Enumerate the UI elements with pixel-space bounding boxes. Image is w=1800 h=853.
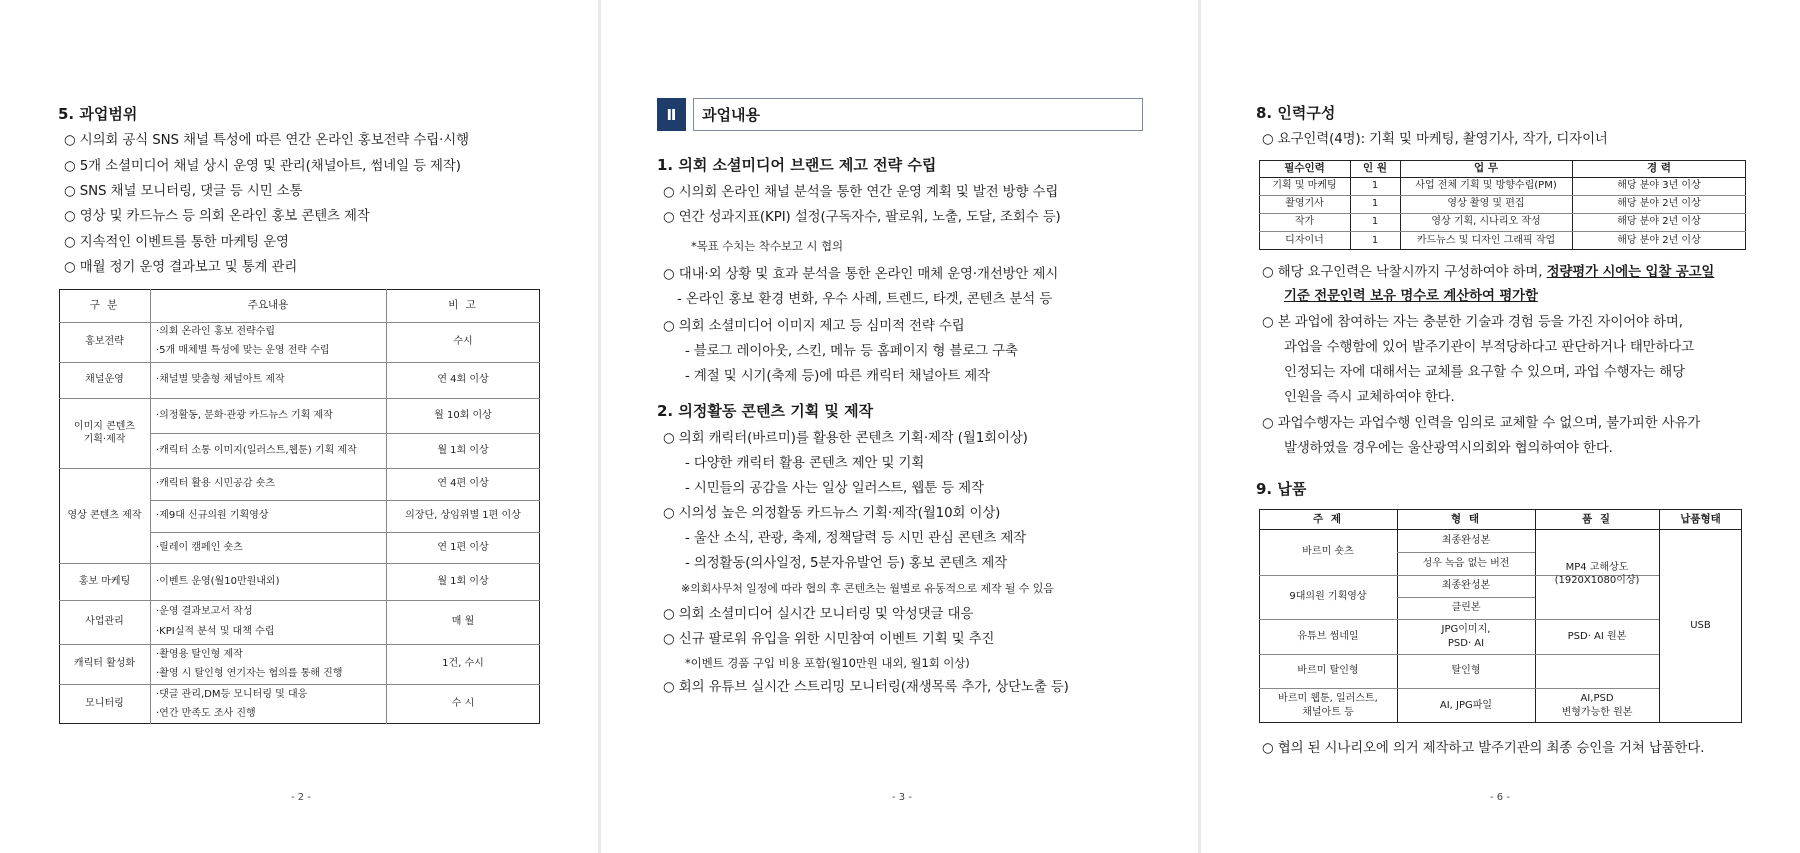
table-header: 납품형태 bbox=[1680, 512, 1721, 525]
table-cell: ·채널별 맞춤형 채널아트 제작 bbox=[156, 374, 285, 386]
page-6 bbox=[1201, 0, 1800, 853]
emphasis-text: 정량평가 시에는 입찰 공고일 bbox=[1546, 265, 1715, 280]
table-cell: 클린본 bbox=[1451, 602, 1481, 614]
table-cell: 바르미 웹툰, 일러스트, 채널아트 등 bbox=[1278, 693, 1378, 718]
content-line: ○ 대내·외 상황 및 효과 분석을 통한 온라인 매체 운영·개선방안 제시 bbox=[663, 267, 1059, 282]
table-header: 경 력 bbox=[1647, 162, 1671, 175]
table-cell: 해당 분야 3년 이상 bbox=[1617, 180, 1701, 192]
section-title-scope: 5. 과업범위 bbox=[58, 105, 138, 123]
table-cell: 모니터링 bbox=[85, 698, 124, 710]
content-line: 인원을 즉시 교체하여야 한다. bbox=[1284, 390, 1455, 405]
table-cell: 해당 분야 2년 이상 bbox=[1617, 216, 1701, 228]
table-cell: ·제9대 신규의원 기획영상 bbox=[156, 510, 269, 522]
table-cell: ·의정활동, 문화·관광 카드뉴스 기획 제작 bbox=[156, 409, 333, 421]
table-header: 업 무 bbox=[1474, 162, 1498, 175]
table-cell: 카드뉴스 및 디자인 그래픽 작업 bbox=[1416, 234, 1556, 246]
table-cell: AI,PSD 변형가능한 원본 bbox=[1561, 693, 1633, 718]
table-cell: 월 1회 이상 bbox=[437, 575, 489, 587]
table-cell: 채널운영 bbox=[85, 374, 124, 386]
content-line: ○ 협의 된 시나리오에 의거 제작하고 발주기관의 최종 승인을 거쳐 납품한다. bbox=[1262, 741, 1705, 756]
table-cell: 바르미 탈인형 bbox=[1297, 665, 1359, 677]
page-3 bbox=[601, 0, 1198, 853]
table-cell: 기획 및 마케팅 bbox=[1272, 180, 1337, 192]
table-cell: 해당 분야 2년 이상 bbox=[1617, 234, 1701, 246]
table-cell: 탈인형 bbox=[1451, 665, 1481, 677]
scope-item: ○ 영상 및 카드뉴스 등 의회 온라인 홍보 콘텐츠 제작 bbox=[64, 209, 370, 224]
requirement-text: ○ 해당 요구인력은 낙찰시까지 구성하여야 하며, bbox=[1262, 265, 1547, 280]
table-header: 주요내용 bbox=[247, 299, 289, 312]
table-cell: 사업관리 bbox=[85, 616, 124, 628]
table-cell: AI, JPG파일 bbox=[1439, 699, 1493, 711]
table-cell: 사업 전체 기획 및 방향수립(PM) bbox=[1415, 180, 1557, 192]
emphasis-text: 기준 전문인력 보유 명수로 계산하여 평가함 bbox=[1284, 289, 1538, 304]
content-line: ○ 신규 팔로워 유입을 위한 시민참여 이벤트 기획 및 추진 bbox=[663, 632, 995, 647]
table-cell: 영상 기획, 시나리오 작성 bbox=[1431, 216, 1541, 228]
content-line: - 시민들의 공감을 사는 일상 일러스트, 웹툰 등 제작 bbox=[685, 481, 984, 496]
table-cell: 9대의원 기획영상 bbox=[1289, 591, 1367, 603]
table-cell: 성우 녹음 없는 버전 bbox=[1422, 557, 1510, 569]
content-line: ○ 시의회 온라인 채널 분석을 통한 연간 운영 계획 및 발전 방향 수립 bbox=[663, 185, 1059, 200]
table-cell: ·댓글 관리,DM등 모니터링 및 대응 bbox=[156, 688, 308, 700]
content-line: - 울산 소식, 관광, 축제, 정책달력 등 시민 관심 콘텐츠 제작 bbox=[685, 531, 1027, 546]
table-cell: ·릴레이 캠페인 숏츠 bbox=[156, 541, 243, 553]
content-line: 과업을 수행함에 있어 발주기관이 부적당하다고 판단하거나 태만하다고 bbox=[1284, 340, 1694, 355]
table-cell: PSD· AI 원본 bbox=[1567, 630, 1627, 642]
content-line: - 의정활동(의사일정, 5분자유발언 등) 홍보 콘텐츠 제작 bbox=[685, 556, 1008, 571]
section-title-delivery: 9. 납품 bbox=[1256, 480, 1307, 498]
table-header: 형 태 bbox=[1451, 512, 1481, 525]
content-line: ○ 과업수행자는 과업수행 인력을 임의로 교체할 수 없으며, 불가피한 사유가 bbox=[1262, 416, 1701, 431]
table-cell: 의장단, 상임위별 1편 이상 bbox=[405, 510, 521, 522]
table-cell: JPG이미지, PSD· AI bbox=[1441, 624, 1491, 649]
scope-item: ○ SNS 채널 모니터링, 댓글 등 시민 소통 bbox=[64, 184, 303, 199]
table-cell: 1 bbox=[1371, 234, 1379, 246]
section-title-brand: 1. 의회 소셜미디어 브랜드 제고 전략 수립 bbox=[657, 156, 937, 174]
table-header: 비 고 bbox=[448, 299, 478, 312]
content-line: ○ 의회 캐릭터(바르미)를 활용한 콘텐츠 기획·제작 (월1회이상) bbox=[663, 431, 1028, 446]
page-number: - 3 - bbox=[892, 792, 912, 803]
table-cell: 연 4편 이상 bbox=[437, 478, 489, 490]
content-line: - 다양한 캐릭터 활용 콘텐츠 제안 및 기획 bbox=[685, 456, 925, 471]
table-cell: 디자이너 bbox=[1285, 234, 1324, 246]
table-cell: ·5개 매체별 특성에 맞는 운영 전략 수립 bbox=[156, 345, 330, 357]
table-cell: 촬영기사 bbox=[1285, 198, 1324, 210]
content-line: 발생하였을 경우에는 울산광역시의회와 협의하여야 한다. bbox=[1284, 441, 1613, 456]
table-cell: ·캐릭터 소통 이미지(일러스트,웹툰) 기획 제작 bbox=[156, 444, 357, 456]
scope-item: ○ 매월 정기 운영 결과보고 및 통계 관리 bbox=[64, 260, 298, 275]
table-cell: 1 bbox=[1371, 216, 1379, 228]
table-cell: ·촬영 시 탈인형 연기자는 협의를 통해 진행 bbox=[156, 667, 343, 679]
chapter-banner: 과업내용 bbox=[693, 98, 1143, 131]
table-cell: 월 10회 이상 bbox=[434, 409, 492, 421]
scope-item: ○ 지속적인 이벤트를 통한 마케팅 운영 bbox=[64, 235, 289, 250]
content-line: ○ 의회 소셜미디어 이미지 제고 등 심미적 전략 수립 bbox=[663, 319, 965, 334]
chapter-badge: Ⅱ bbox=[657, 98, 686, 131]
table-cell: 영상 콘텐츠 제작 bbox=[67, 509, 142, 521]
page-number: - 6 - bbox=[1490, 792, 1510, 803]
content-note: *목표 수치는 착수보고 시 협의 bbox=[691, 239, 843, 253]
content-line bbox=[1284, 285, 1538, 304]
table-cell: 홍보전략 bbox=[85, 336, 124, 348]
content-line: - 계절 및 시기(축제 등)에 따른 캐릭터 채널아트 제작 bbox=[685, 369, 990, 384]
content-line: - 블로그 레이아웃, 스킨, 메뉴 등 홈페이지 형 블로그 구축 bbox=[685, 344, 1018, 359]
page-number: - 2 - bbox=[291, 792, 311, 803]
table-cell: ·이벤트 운영(월10만원내외) bbox=[156, 575, 280, 587]
table-cell: 1 bbox=[1371, 198, 1379, 210]
table-header: 필수인력 bbox=[1284, 162, 1325, 175]
table-cell: 최종완성본 bbox=[1441, 534, 1491, 546]
content-line: ○ 본 과업에 참여하는 자는 충분한 기술과 경험 등을 가진 자이어야 하며, bbox=[1262, 315, 1683, 330]
table-header: 품 질 bbox=[1582, 512, 1612, 525]
content-line: ○ 시의성 높은 의정활동 카드뉴스 기획·제작(월10회 이상) bbox=[663, 506, 1001, 521]
table-cell: ·운영 결과보고서 작성 bbox=[156, 605, 253, 617]
table-cell: 매 월 bbox=[451, 616, 475, 628]
table-cell: 월 1회 이상 bbox=[437, 444, 489, 456]
table-cell: 최종완성본 bbox=[1441, 580, 1491, 592]
table-header: 구 분 bbox=[89, 299, 120, 312]
page-2 bbox=[0, 0, 598, 853]
table-cell: ·KPI실적 분석 및 대책 수립 bbox=[156, 625, 275, 637]
table-cell: 바르미 숏츠 bbox=[1302, 546, 1354, 558]
table-header: 주 제 bbox=[1313, 512, 1343, 525]
table-header: 인 원 bbox=[1363, 162, 1387, 175]
table-cell: ·캐릭터 활용 시민공감 숏츠 bbox=[156, 478, 275, 490]
content-line: ○ 의회 소셜미디어 실시간 모니터링 및 악성댓글 대응 bbox=[663, 607, 974, 622]
content-note: ※의회사무처 일정에 따라 협의 후 콘텐츠는 월별로 유동적으로 제작 될 수 있음 bbox=[681, 582, 1054, 595]
section-title-contents: 2. 의정활동 콘텐츠 기획 및 제작 bbox=[657, 402, 874, 420]
scope-item: ○ 5개 소셜미디어 채널 상시 운영 및 관리(채널아트, 썸네일 등 제작) bbox=[64, 159, 461, 174]
content-note: *이벤트 경품 구입 비용 포함(월10만원 내외, 월1회 이상) bbox=[685, 656, 970, 670]
content-line: - 온라인 홍보 환경 변화, 우수 사례, 트렌드, 타겟, 콘텐츠 분석 등 bbox=[677, 292, 1053, 307]
content-line: ○ 연간 성과지표(KPI) 설정(구독자수, 팔로워, 노출, 도달, 조회수 등) bbox=[663, 210, 1061, 225]
table-cell: MP4 고해상도 (1920X1080이상) bbox=[1554, 561, 1640, 586]
scope-item: ○ 시의회 공식 SNS 채널 특성에 따른 연간 온라인 홍보전략 수립·시행 bbox=[64, 133, 469, 148]
section-title-staff: 8. 인력구성 bbox=[1256, 104, 1336, 122]
table-cell: ·연간 만족도 조사 진행 bbox=[156, 707, 256, 719]
table-cell: 유튜브 썸네일 bbox=[1297, 630, 1359, 642]
table-cell: 수시 bbox=[453, 336, 473, 348]
table-cell: 연 4회 이상 bbox=[437, 374, 489, 386]
table-cell: 홍보 마케팅 bbox=[78, 575, 131, 587]
table-cell: 수 시 bbox=[451, 698, 475, 710]
table-cell: 이미지 콘텐츠 기획·제작 bbox=[73, 420, 136, 445]
table-cell: 연 1편 이상 bbox=[437, 541, 489, 553]
table-cell: 1 bbox=[1371, 180, 1379, 192]
table-cell: 캐릭터 활성화 bbox=[73, 658, 136, 670]
table-cell: USB bbox=[1690, 620, 1711, 632]
table-cell: 해당 분야 2년 이상 bbox=[1617, 198, 1701, 210]
table-cell: ·의회 온라인 홍보 전략수립 bbox=[156, 326, 275, 338]
table-cell: 1건, 수시 bbox=[442, 658, 484, 670]
table-cell: 영상 촬영 및 편집 bbox=[1447, 198, 1525, 210]
table-cell: ·촬영용 탈인형 제작 bbox=[156, 648, 243, 660]
table-cell: 작가 bbox=[1294, 216, 1315, 228]
content-line: ○ 회의 유튜브 실시간 스트리밍 모니터링(재생목록 추가, 상단노출 등) bbox=[663, 680, 1069, 695]
content-line: ○ 요구인력(4명): 기획 및 마케팅, 촬영기사, 작가, 디자이너 bbox=[1262, 132, 1608, 147]
content-line: 인정되는 자에 대해서는 교체를 요구할 수 있으며, 과업 수행자는 해당 bbox=[1284, 365, 1685, 380]
content-line bbox=[1262, 261, 1714, 280]
